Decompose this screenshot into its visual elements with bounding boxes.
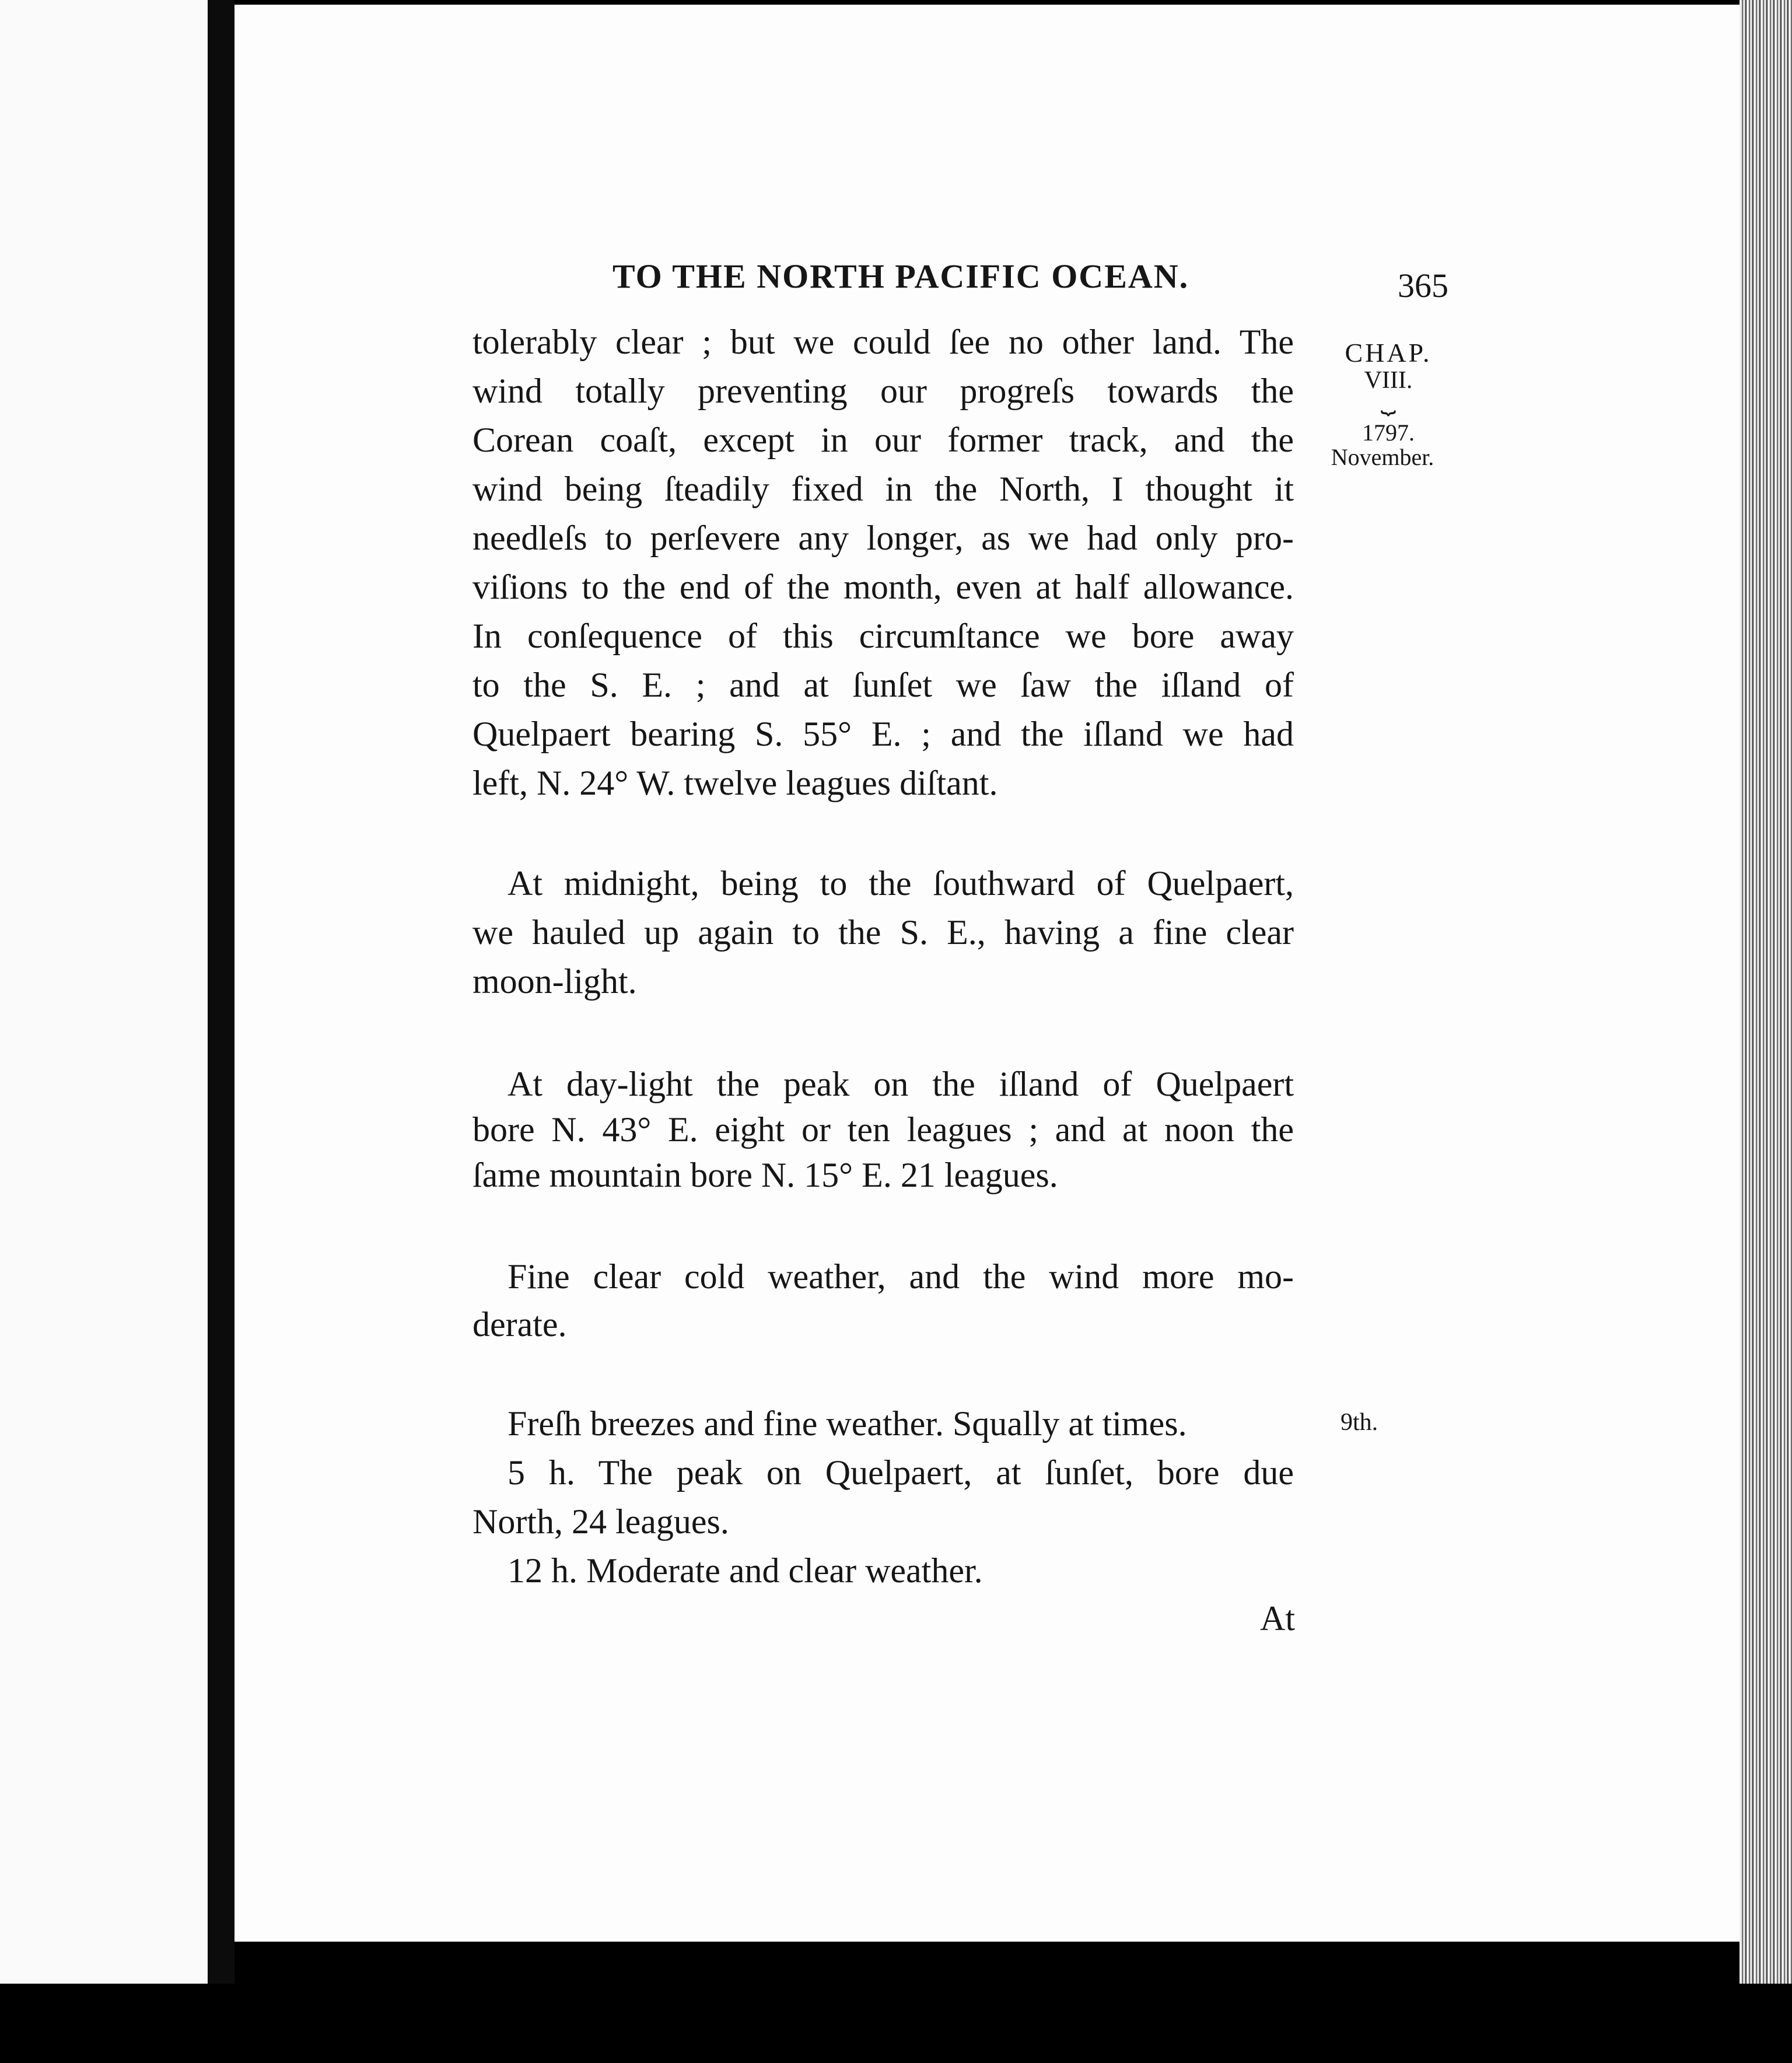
- text-line: In conſequence of this circumſtance we bore away: [473, 617, 1294, 655]
- text-line: 12 h. Moderate and clear weather.: [508, 1551, 983, 1590]
- text-line: left, N. 24° W. twelve leagues diſtant.: [473, 764, 998, 802]
- text-line: bore N. 43° E. eight or ten leagues ; and at noon the: [473, 1110, 1294, 1149]
- text-line: moon-light.: [473, 962, 637, 1001]
- text-line: ſame mountain bore N. 15° E. 21 leagues.: [473, 1156, 1058, 1194]
- margin-brace: ⏟: [1380, 386, 1396, 414]
- text-line: wind being ſteadily fixed in the North, I thought it: [473, 470, 1294, 508]
- text-line: 5 h. The peak on Quelpaert, at ſunſet, bore due: [508, 1453, 1294, 1492]
- text-line: Freſh breezes and fine weather. Squally at times.: [508, 1404, 1187, 1443]
- text-line: North, 24 leagues.: [473, 1502, 729, 1541]
- text-line: Quelpaert bearing S. 55° E. ; and the iſland we had: [473, 715, 1294, 753]
- text-line: we hauled up again to the S. E., having a fine clear: [473, 913, 1294, 952]
- page-number: 365: [1398, 267, 1448, 305]
- book-gutter: [208, 0, 235, 2063]
- text-line: At midnight, being to the ſouthward of Quelpaert,: [508, 864, 1294, 903]
- text-line: to the S. E. ; and at ſunſet we ſaw the iſland of: [473, 666, 1294, 704]
- text-line: tolerably clear ; but we could ſee no other land. The: [473, 323, 1294, 361]
- scan-bottom-border: [0, 1984, 1792, 2063]
- margin-day: 9th.: [1340, 1409, 1378, 1436]
- text-line: viſions to the end of the month, even at half allowance.: [473, 568, 1294, 606]
- text-line: Fine clear cold weather, and the wind more mo-: [508, 1257, 1294, 1296]
- text-line: wind totally preventing our progreſs towards the: [473, 372, 1294, 410]
- margin-month: November.: [1331, 444, 1434, 470]
- text-line: Corean coaſt, except in our former track, and the: [473, 421, 1294, 459]
- text-line: At day-light the peak on the iſland of Quelpaert: [508, 1065, 1294, 1103]
- running-head: TO THE NORTH PACIFIC OCEAN.: [612, 257, 1189, 295]
- page-fore-edges: [1740, 0, 1792, 1984]
- text-line: needleſs to perſevere any longer, as we had only pro-: [473, 519, 1294, 557]
- margin-chapter-label: CHAP.: [1345, 338, 1432, 368]
- catchword: At: [1260, 1599, 1295, 1638]
- text-line: derate.: [473, 1305, 567, 1344]
- margin-year: 1797.: [1362, 419, 1415, 446]
- facing-page-edge: [0, 0, 208, 1984]
- margin-chapter-number: VIII.: [1364, 367, 1413, 394]
